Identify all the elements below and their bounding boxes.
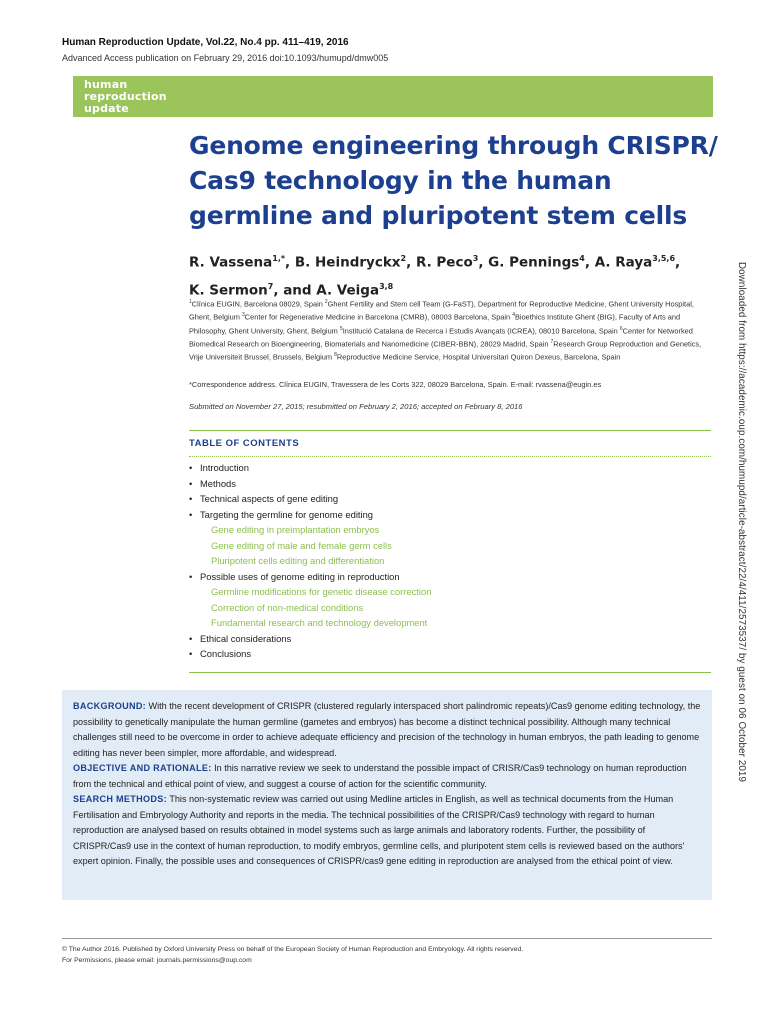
affiliations bbox=[189, 297, 717, 363]
abstract-background bbox=[73, 699, 703, 761]
bullet-icon: • bbox=[189, 462, 193, 473]
download-watermark: Downloaded from https://academic.oup.com/humupd/article-abstract/22/4/411/2573537/ by guest on 06 October 2019 bbox=[736, 262, 747, 783]
affiliation-text: Bioethics Institute Ghent (BIG), Faculty of Arts and Philosophy, Ghent University, Ghent, Belgium bbox=[189, 312, 681, 335]
author-separator: , bbox=[285, 254, 295, 271]
author-separator: , bbox=[406, 254, 416, 271]
footer bbox=[62, 944, 712, 966]
affiliation-marker: 3 bbox=[242, 312, 245, 319]
author-affiliation-marker: 1,* bbox=[272, 254, 286, 263]
abstract-objective bbox=[73, 761, 703, 792]
author-name: R. Vassena bbox=[189, 254, 273, 271]
toc-item-label: Introduction bbox=[200, 462, 249, 473]
affiliation-text: Clínica EUGIN, Barcelona 08029, Spain bbox=[191, 299, 325, 309]
toc-item-label: Methods bbox=[200, 477, 236, 489]
author-affiliation-marker: 4 bbox=[579, 254, 585, 263]
toc-item-label: Targeting the germline for genome editing bbox=[200, 508, 374, 520]
bullet-icon: • bbox=[189, 570, 193, 582]
toc-bottom-rule bbox=[189, 672, 711, 673]
affiliation-marker: 2 bbox=[324, 299, 328, 305]
background-text: With the recent development of CRISPR (clustered regularly interspaced short palindromic repeats)/Cas9 genome editing technology, the possibility to genetically manipulate the human germline (gametes and embryos) has become a distinct technical possibility. Although many technical challenges still need to be overcome in order to achieve adequate efficiency and precision of the technology in human embryos, the path leading to genome editing has never been simpler, more affordable, and widespread. bbox=[73, 701, 701, 758]
author-affiliation-marker: 3,8 bbox=[379, 281, 394, 291]
submission-dates: Submitted on November 27, 2015; resubmitted on February 2, 2016; accepted on February 8, 2016 bbox=[189, 402, 523, 411]
affiliation-marker: 7 bbox=[550, 338, 554, 345]
background-label: BACKGROUND: bbox=[73, 701, 147, 711]
journal-banner bbox=[73, 76, 713, 117]
author-name: A. Veiga bbox=[316, 282, 380, 298]
toc-subitem-link[interactable]: Germline modifications for genetic disease correction bbox=[211, 586, 432, 597]
affiliation-text: Institució Catalana de Recerca i Estudis Avançats (ICREA), 08010 Barcelona, Spain bbox=[342, 326, 620, 335]
author-separator: , bbox=[478, 254, 489, 271]
methods-text: This non-systematic review was carried out using Medline articles in English, as well as technical documents from the Human Fertilisation and Embryology Authority and reports in the media. The technical possibilities of the CRISPR/Cas9 technology with regard to human reproduction are analysed based on results obtained in model systems such as large animals and laboratory rodents. Further, the possibility of CRISPR/Cas9 use in the context of human reproduction, to modify embryos, germline cells, and pluripotent stem cells is reviewed based on the authors' expert opinion. Finally, the possible uses and consequences of CRISPR/cas9 gene editing in reproduction are analysed from the ethical point of view. bbox=[73, 794, 685, 866]
toc-item-label: Ethical considerations bbox=[200, 632, 292, 644]
logo-line-3: update bbox=[84, 102, 129, 115]
author-separator: , bbox=[675, 254, 681, 271]
bullet-icon: • bbox=[189, 508, 193, 520]
abstract-methods bbox=[73, 792, 703, 870]
author-name: G. Pennings bbox=[488, 254, 580, 271]
toc-item[interactable] bbox=[189, 476, 709, 492]
objective-text: In this narrative review we seek to understand the possible impact of CRISR/Cas9 technology on human reproduction from the technical and ethical point of view, and suggest a course of action for the scientific community. bbox=[73, 763, 687, 789]
permissions-notice: For Permissions, please email: journals.permissions@oup.com bbox=[62, 957, 252, 964]
toc-item[interactable] bbox=[189, 507, 709, 523]
toc-dotted-rule bbox=[189, 456, 711, 457]
affiliation-marker: 1 bbox=[189, 299, 192, 305]
author-affiliation-marker: 7 bbox=[267, 281, 274, 291]
toc-item[interactable] bbox=[189, 631, 709, 647]
affiliation-text: Reproductive Medicine Service, Hospital Universitari Quiron Dexeus, Barcelona, Spain bbox=[336, 352, 621, 362]
affiliation-text: Research Group Reproduction and Genetics, Vrije Universiteit Brussel, Brussels, Belgium bbox=[189, 339, 702, 362]
affiliation-marker: 6 bbox=[619, 325, 623, 332]
author-separator: , bbox=[584, 254, 595, 271]
affiliation-text: Center for Networked Biomedical Research on Bioengineering, Biomaterials and Nanomedicine (CIBER-BBN), 28029 Madrid, Spain bbox=[189, 326, 693, 349]
methods-label: SEARCH METHODS: bbox=[73, 794, 167, 804]
toc-item[interactable] bbox=[189, 569, 709, 585]
author-name: A. Raya bbox=[594, 254, 653, 271]
bullet-icon: • bbox=[189, 493, 193, 504]
affiliation-marker: 5 bbox=[339, 325, 343, 332]
toc-item[interactable] bbox=[189, 646, 709, 662]
bullet-icon: • bbox=[189, 648, 193, 659]
author-separator: , and bbox=[273, 282, 317, 298]
affiliation-marker: 4 bbox=[512, 312, 515, 319]
author-list bbox=[189, 247, 709, 302]
logo-line-1: human bbox=[84, 78, 128, 91]
footer-rule bbox=[62, 938, 712, 939]
affiliation-marker: 8 bbox=[334, 352, 337, 359]
copyright-notice: © The Author 2016. Published by Oxford University Press on behalf of the European Society of Human Reproduction and Embryology. All rights reserved. bbox=[62, 946, 524, 953]
author-name: R. Peco bbox=[415, 254, 473, 271]
toc-subitem-link[interactable]: Correction of non-medical conditions bbox=[211, 601, 364, 613]
toc-item-label: Conclusions bbox=[200, 648, 252, 659]
affiliation-text: Center for Regenerative Medicine in Barcelona (CMRB), 08003 Barcelona, Spain bbox=[244, 312, 513, 322]
author-affiliation-marker: 3 bbox=[472, 254, 479, 263]
author-affiliation-marker: 3,5,6 bbox=[652, 254, 676, 263]
bullet-icon: • bbox=[189, 632, 193, 644]
author-name: K. Sermon bbox=[189, 282, 268, 298]
toc-subitem-link[interactable]: Fundamental research and technology development bbox=[211, 617, 428, 628]
toc-item[interactable] bbox=[189, 491, 709, 507]
advance-access-line: Advanced Access publication on February 29, 2016 doi:10.1093/humupd/dmw005 bbox=[62, 53, 389, 63]
objective-label: OBJECTIVE AND RATIONALE: bbox=[73, 763, 212, 773]
toc-subitem-link[interactable]: Gene editing of male and female germ cells bbox=[211, 539, 392, 551]
toc-subitem-link[interactable]: Gene editing in preimplantation embryos bbox=[211, 524, 380, 535]
bullet-icon: • bbox=[189, 477, 193, 489]
toc-subitem-link[interactable]: Pluripotent cells editing and differentiation bbox=[211, 555, 385, 566]
affiliation-text: Ghent Fertility and Stem cell Team (G-FaST), Department for Reproductive Medicine, Ghent University Hospital, Ghent, Belgium bbox=[189, 299, 694, 322]
journal-citation: Human Reproduction Update, Vol.22, No.4 pp. 411–419, 2016 bbox=[62, 37, 349, 48]
abstract-text bbox=[73, 699, 703, 870]
logo-line-2: reproduction bbox=[84, 90, 167, 103]
toc-item-label: Possible uses of genome editing in reproduction bbox=[200, 570, 400, 582]
toc-item-label: Technical aspects of gene editing bbox=[200, 493, 339, 504]
toc-heading: TABLE OF CONTENTS bbox=[189, 438, 300, 449]
author-name: B. Heindryckx bbox=[294, 254, 401, 271]
toc-top-rule bbox=[189, 430, 711, 431]
toc-item[interactable] bbox=[189, 460, 709, 476]
author-affiliation-marker: 2 bbox=[400, 254, 407, 263]
article-title: Genome engineering through CRISPR/ Cas9 technology in the human germline and pluripotent stem cells bbox=[189, 131, 718, 230]
journal-logo bbox=[84, 79, 167, 115]
correspondence-address: *Correspondence address. Clínica EUGIN, Travessera de les Corts 322, 08029 Barcelona, Spain. E-mail: rvassena@eugin.es bbox=[189, 380, 602, 389]
table-of-contents bbox=[189, 460, 709, 662]
